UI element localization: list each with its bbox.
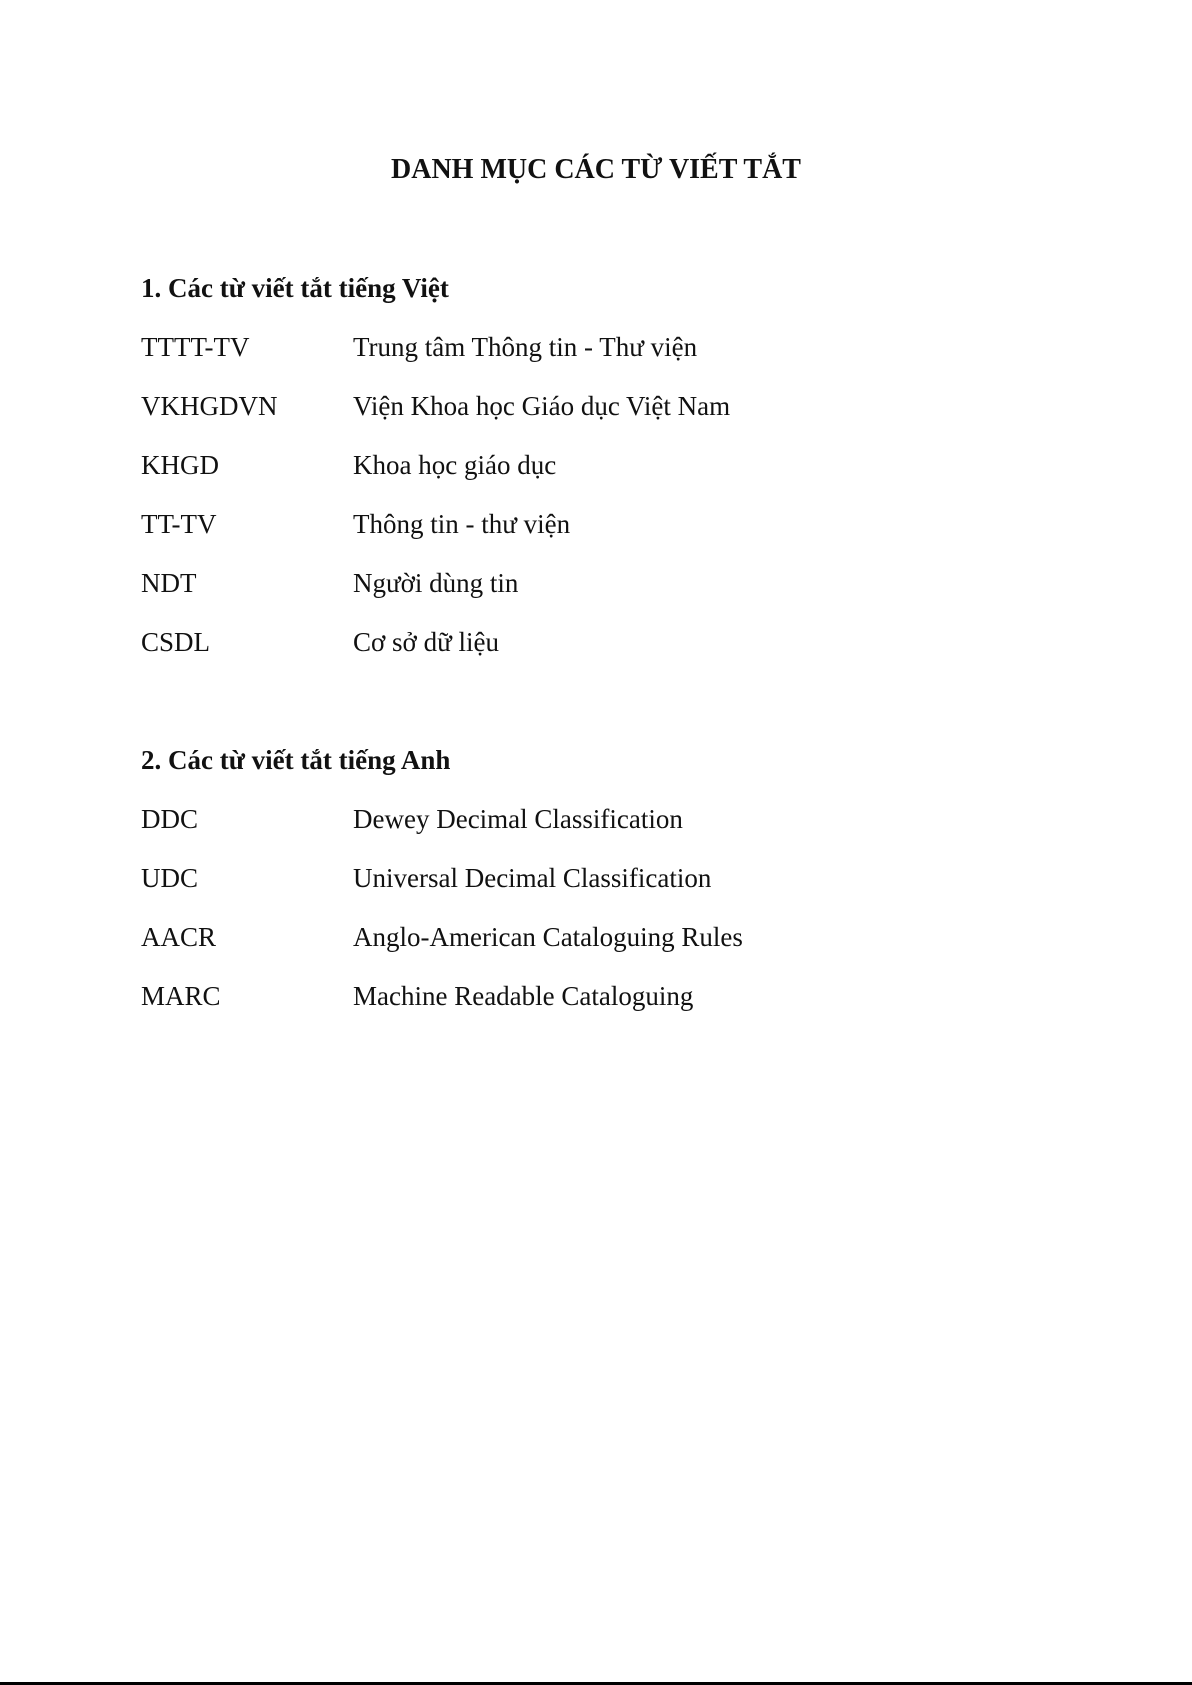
abbreviation-meaning: Cơ sở dữ liệu [353,627,499,657]
section-heading: 2. Các từ viết tắt tiếng Anh [141,745,451,775]
abbreviation: VKHGDVN [141,391,278,421]
abbreviation-meaning: Người dùng tin [353,568,519,598]
abbreviation: KHGD [141,450,219,480]
section-vietnamese-abbreviations [141,270,1041,683]
abbreviation-row [141,978,1041,1037]
abbreviation-row [141,801,1041,860]
section-heading: 1. Các từ viết tắt tiếng Việt [141,273,449,303]
abbreviation: MARC [141,981,221,1011]
abbreviation-row [141,565,1041,624]
abbreviation: TTTT-TV [141,332,250,362]
abbreviation: NDT [141,568,197,598]
abbreviation-row [141,624,1041,683]
abbreviation: CSDL [141,627,211,657]
section-english-abbreviations [141,742,1041,1037]
abbreviation-meaning: Thông tin - thư viện [353,509,571,539]
abbreviation-meaning: Khoa học giáo dục [353,450,557,480]
abbreviation: UDC [141,863,199,893]
abbreviation-meaning: Trung tâm Thông tin - Thư viện [353,332,698,362]
abbreviation: AACR [141,922,217,952]
abbreviation-meaning: Universal Decimal Classification [353,863,712,893]
abbreviation-row [141,860,1041,919]
abbreviation-meaning: Anglo-American Cataloguing Rules [353,922,743,952]
abbreviation-meaning: Machine Readable Cataloguing [353,981,694,1011]
abbreviation-row [141,919,1041,978]
abbreviation-row [141,506,1041,565]
abbreviation-row [141,329,1041,388]
abbreviation-row [141,447,1041,506]
abbreviation: TT-TV [141,509,217,539]
abbreviation-meaning: Viện Khoa học Giáo dục Việt Nam [353,391,731,421]
abbreviation-row [141,388,1041,447]
page-title: DANH MỤC CÁC TỪ VIẾT TẮT [391,154,801,185]
abbreviation: DDC [141,804,199,834]
abbreviation-meaning: Dewey Decimal Classification [353,804,683,834]
